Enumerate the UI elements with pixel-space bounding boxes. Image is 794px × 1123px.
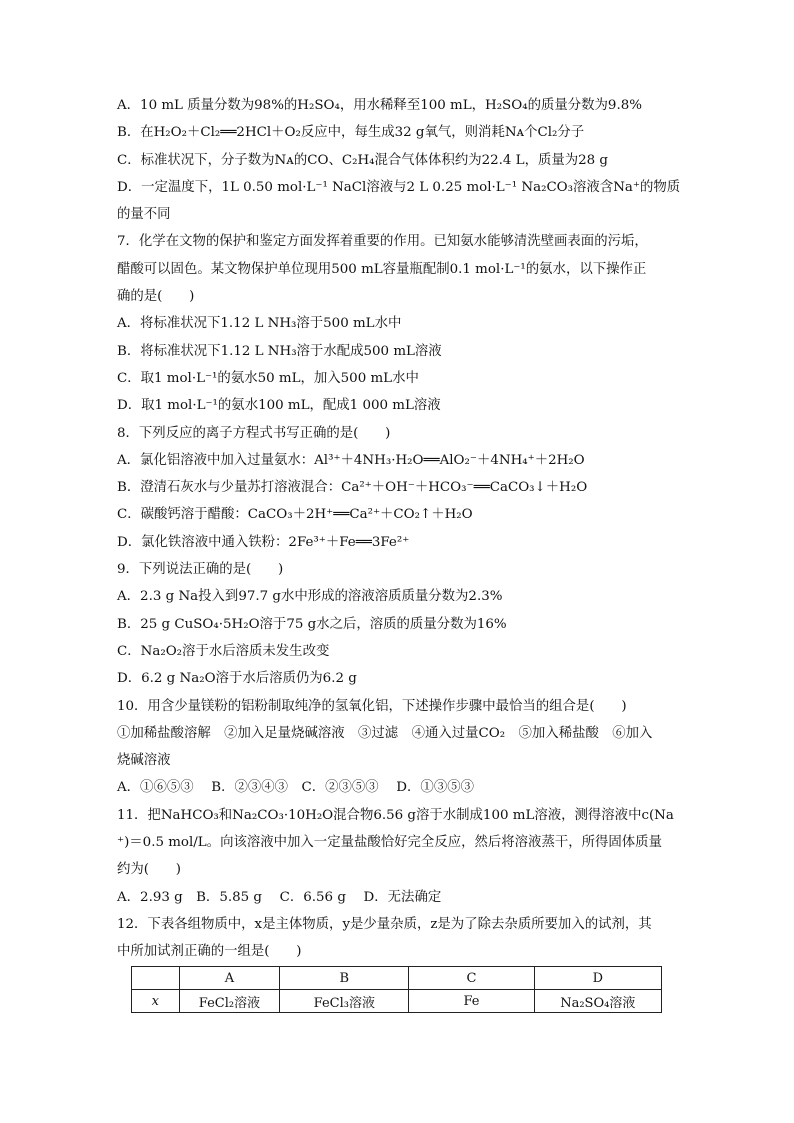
table-header-cell: A — [179, 967, 279, 990]
q6-option-a: A．10 mL 质量分数为98%的H₂SO₄，用水稀释至100 mL，H₂SO₄的质量分数为9.8% — [117, 98, 642, 113]
q12-stem-1: 12．下表各组物质中，x是主体物质，y是少量杂质，z是为了除去杂质所要加入的试剂，其 — [117, 916, 652, 932]
table-row-label: x — [132, 990, 180, 1013]
q12-stem-2: 中所加试剂正确的一组是( ) — [117, 944, 302, 960]
q10-steps: ①加稀盐酸溶解 ②加入足量烧碱溶液 ③过滤 ④通入过量CO₂ ⑤加入稀盐酸 ⑥加入 — [117, 725, 653, 741]
q7-stem-1: 7．化学在文物的保护和鉴定方面发挥着重要的作用。已知氨水能够清洗壁画表面的污垢， — [117, 234, 648, 250]
q9-option-a: A．2.3 g Na投入到97.7 g水中形成的溶液溶质质量分数为2.3% — [117, 589, 503, 605]
q7-stem-3: 确的是( ) — [117, 289, 195, 305]
q11-stem-3: 约为( ) — [117, 862, 182, 878]
q12-table — [131, 966, 662, 1013]
table-header-row — [132, 967, 662, 990]
q9-stem: 9．下列说法正确的是( ) — [117, 562, 284, 578]
q6-option-d-cont: 的量不同 — [117, 207, 171, 223]
q8-option-d: D．氯化铁溶液中通入铁粉：2Fe³⁺＋Fe══3Fe²⁺ — [117, 534, 410, 550]
table-cell: Fe — [409, 990, 534, 1013]
q10-options: A．①⑥⑤③ B．②③④③ C．②③⑤③ D．①③⑤③ — [117, 780, 474, 796]
q6-option-d: D．一定温度下，1L 0.50 mol·L⁻¹ NaCl溶液与2 L 0.25 mol·L⁻¹ Na₂CO₃溶液含Na⁺的物质 — [117, 179, 681, 195]
q10-stem: 10．用含少量镁粉的铝粉制取纯净的氢氧化铝，下述操作步骤中最恰当的组合是( ) — [117, 698, 627, 714]
q11-stem-1: 11．把NaHCO₃和Na₂CO₃·10H₂O混合物6.56 g溶于水制成100 mL溶液，测得溶液中c(Na — [117, 807, 674, 823]
table-row — [132, 990, 662, 1013]
q7-option-d: D．取1 mol·L⁻¹的氨水100 mL，配成1 000 mL溶液 — [117, 398, 441, 414]
q6-option-c: C．标准状况下，分子数为Nᴀ的CO、C₂H₄混合气体体积约为22.4 L，质量为28 g — [117, 152, 609, 168]
q11-stem-2: ⁺)＝0.5 mol/L。向该溶液中加入一定量盐酸恰好完全反应，然后将溶液蒸干，所得固体质量 — [117, 835, 662, 851]
q8-option-c: C．碳酸钙溶于醋酸：CaCO₃＋2H⁺══Ca²⁺＋CO₂↑＋H₂O — [117, 507, 473, 523]
table-cell: FeCl₃溶液 — [280, 990, 409, 1013]
q10-steps-cont: 烧碱溶液 — [117, 753, 171, 769]
q8-option-b: B．澄清石灰水与少量苏打溶液混合：Ca²⁺＋OH⁻＋HCO₃⁻══CaCO₃↓＋H₂O — [117, 480, 588, 496]
question-text — [117, 92, 681, 966]
q6-option-b: B．在H₂O₂＋Cl₂══2HCl＋O₂反应中，每生成32 g氧气，则消耗Nᴀ个Cl₂分子 — [117, 125, 585, 141]
q11-options: A．2.93 g B．5.85 g C．6.56 g D．无法确定 — [117, 889, 442, 905]
table-header-cell: D — [534, 967, 661, 990]
q7-option-a: A．将标准状况下1.12 L NH₃溶于500 mL水中 — [117, 316, 402, 332]
q9-option-b: B．25 g CuSO₄·5H₂O溶于75 g水之后，溶质的质量分数为16% — [117, 616, 507, 632]
table-header-cell: C — [409, 967, 534, 990]
q7-stem-2: 醋酸可以固色。某文物保护单位现用500 mL容量瓶配制0.1 mol·L⁻¹的氨水，以下操作正 — [117, 261, 647, 277]
q7-option-b: B．将标准状况下1.12 L NH₃溶于水配成500 mL溶液 — [117, 343, 442, 359]
table-cell: FeCl₂溶液 — [179, 990, 279, 1013]
q9-option-c: C．Na₂O₂溶于水后溶质未发生改变 — [117, 643, 330, 659]
q9-option-d: D．6.2 g Na₂O溶于水后溶质仍为6.2 g — [117, 671, 357, 687]
q8-stem: 8．下列反应的离子方程式书写正确的是( ) — [117, 425, 391, 441]
q8-option-a: A．氯化铝溶液中加入过量氨水：Al³⁺＋4NH₃·H₂O══AlO₂⁻＋4NH₄⁺＋2H₂O — [117, 452, 585, 468]
table-header-cell — [132, 967, 180, 990]
table-cell: Na₂SO₄溶液 — [534, 990, 661, 1013]
q7-option-c: C．取1 mol·L⁻¹的氨水50 mL，加入500 mL水中 — [117, 370, 419, 386]
table-header-cell: B — [280, 967, 409, 990]
